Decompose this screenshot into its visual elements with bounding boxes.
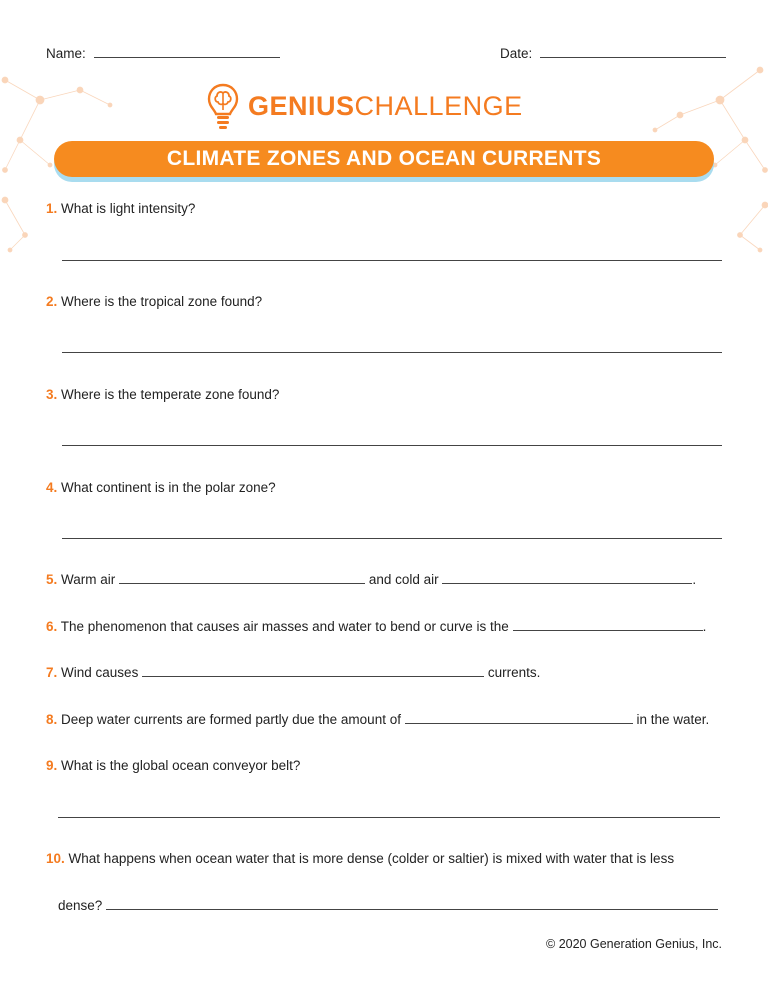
question-number: 4. bbox=[46, 480, 58, 495]
question-text: The phenomenon that causes air masses and water to bend or curve is the bbox=[60, 619, 509, 634]
name-blank[interactable] bbox=[94, 45, 280, 58]
deep-water-blank[interactable] bbox=[405, 711, 633, 724]
logo-wordmark bbox=[248, 91, 523, 122]
question-number: 7. bbox=[46, 665, 58, 680]
copyright-footer: © 2020 Generation Genius, Inc. bbox=[546, 937, 722, 951]
question-text-part2: in the water. bbox=[636, 712, 710, 727]
question-2 bbox=[46, 294, 262, 309]
answer-line-3[interactable] bbox=[62, 445, 722, 446]
genius-challenge-logo bbox=[206, 82, 523, 130]
question-number: 3. bbox=[46, 387, 58, 402]
wind-currents-blank[interactable] bbox=[142, 664, 484, 677]
question-1 bbox=[46, 201, 195, 216]
name-field[interactable] bbox=[46, 45, 280, 61]
answer-line-10[interactable] bbox=[106, 897, 718, 910]
name-label: Name: bbox=[46, 46, 86, 61]
question-5 bbox=[46, 571, 696, 587]
question-text: Where is the temperate zone found? bbox=[61, 387, 280, 402]
question-text-part2: currents. bbox=[487, 665, 541, 680]
cold-air-blank[interactable] bbox=[442, 571, 692, 584]
question-text-part1: Deep water currents are formed partly due the amount of bbox=[61, 712, 401, 727]
lightbulb-brain-icon bbox=[206, 82, 240, 130]
question-4 bbox=[46, 480, 276, 495]
question-7 bbox=[46, 664, 540, 680]
question-text-part1: Wind causes bbox=[61, 665, 139, 680]
answer-line-2[interactable] bbox=[62, 352, 722, 353]
question-number: 8. bbox=[46, 712, 58, 727]
worksheet-title: CLIMATE ZONES AND OCEAN CURRENTS bbox=[166, 147, 602, 170]
question-text-part2: and cold air bbox=[368, 572, 439, 587]
question-end: . bbox=[692, 572, 697, 587]
question-text: What happens when ocean water that is more dense (colder or saltier) is mixed with water that is less bbox=[68, 851, 675, 866]
date-field[interactable] bbox=[500, 45, 726, 61]
question-10 bbox=[46, 851, 674, 866]
answer-line-4[interactable] bbox=[62, 538, 722, 539]
worksheet-title-banner bbox=[54, 141, 714, 177]
question-text: Where is the tropical zone found? bbox=[61, 294, 263, 309]
question-number: 6. bbox=[46, 619, 58, 634]
date-blank[interactable] bbox=[540, 45, 726, 58]
question-8 bbox=[46, 711, 709, 727]
question-number: 10. bbox=[46, 851, 65, 866]
logo-bold-text: GENIUS bbox=[248, 90, 355, 121]
question-end: . bbox=[702, 619, 707, 634]
answer-line-1[interactable] bbox=[62, 260, 722, 261]
warm-air-blank[interactable] bbox=[119, 571, 365, 584]
logo-light-text: CHALLENGE bbox=[354, 90, 523, 121]
question-3 bbox=[46, 387, 279, 402]
question-9 bbox=[46, 758, 300, 773]
question-10-continuation bbox=[58, 897, 718, 913]
question-text: What continent is in the polar zone? bbox=[61, 480, 276, 495]
coriolis-blank[interactable] bbox=[513, 618, 703, 631]
answer-line-9[interactable] bbox=[58, 817, 720, 818]
question-text-cont: dense? bbox=[58, 898, 103, 913]
question-text: What is light intensity? bbox=[61, 201, 196, 216]
question-number: 9. bbox=[46, 758, 58, 773]
question-text: What is the global ocean conveyor belt? bbox=[61, 758, 301, 773]
question-number: 5. bbox=[46, 572, 58, 587]
question-text-part1: Warm air bbox=[61, 572, 116, 587]
question-number: 2. bbox=[46, 294, 58, 309]
question-number: 1. bbox=[46, 201, 58, 216]
question-6 bbox=[46, 618, 706, 634]
date-label: Date: bbox=[500, 46, 533, 61]
